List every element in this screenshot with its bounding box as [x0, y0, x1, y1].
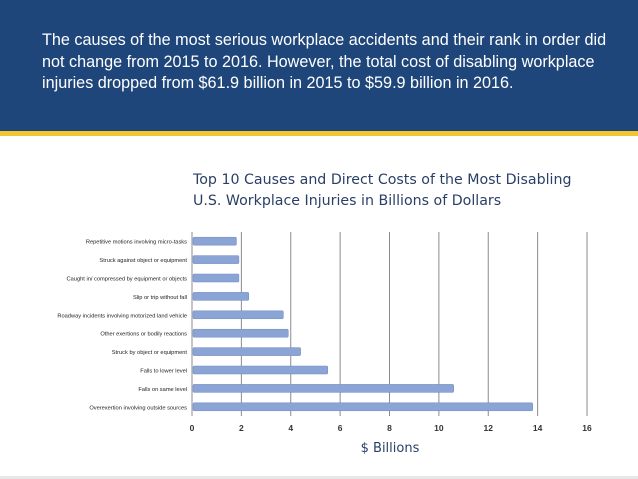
category-label-3: Slip or trip without fall	[132, 294, 187, 301]
category-label-5: Other exertions or bodily reactions	[100, 331, 187, 338]
x-tick-label-6: 12	[483, 423, 493, 433]
category-label-0: Repetitive motions involving micro-tasks	[85, 239, 187, 246]
x-tick-label-1: 2	[239, 423, 244, 433]
bar-8	[193, 384, 454, 392]
bar-6	[193, 348, 301, 356]
chart-title-line-1: Top 10 Causes and Direct Costs of the Most Disabling	[193, 172, 572, 188]
bar-4	[193, 311, 283, 319]
bar-1	[193, 256, 239, 264]
x-tick-label-8: 16	[582, 423, 592, 433]
x-tick-label-5: 10	[434, 423, 444, 433]
bar-5	[193, 329, 288, 337]
x-axis-label: $ Billions	[360, 441, 420, 456]
category-label-1: Struck against object or equipment	[99, 258, 187, 265]
x-tick-label-4: 8	[387, 423, 392, 433]
bar-3	[193, 292, 249, 300]
x-tick-label-2: 4	[288, 423, 294, 433]
category-label-9: Overexertion involving outside sources	[89, 405, 187, 412]
x-tick-label-0: 0	[189, 423, 195, 433]
chart-title-line-2: U.S. Workplace Injuries in Billions of Dollars	[193, 193, 502, 209]
bar-9	[193, 403, 533, 411]
summary-text: The causes of the most serious workplace accidents and their rank in order did not change from 2015 to 2016. However, the total cost of disabling workplace injuries dropped from $61.9 billion in 2015 to $59.9 billion in 2016.	[42, 31, 607, 92]
x-tick-label-7: 14	[532, 423, 543, 433]
bar-0	[193, 237, 236, 245]
x-tick-label-3: 6	[337, 423, 343, 433]
category-label-7: Falls to lower level	[140, 368, 187, 375]
category-label-6: Struck by object or equipment	[111, 350, 187, 357]
category-label-8: Falls on same level	[138, 386, 187, 393]
bar-7	[193, 366, 328, 374]
category-label-2: Caught in/ compressed by equipment or objects	[66, 276, 187, 283]
category-label-4: Roadway incidents involving motorized land vehicle	[57, 313, 187, 320]
bar-2	[193, 274, 239, 282]
